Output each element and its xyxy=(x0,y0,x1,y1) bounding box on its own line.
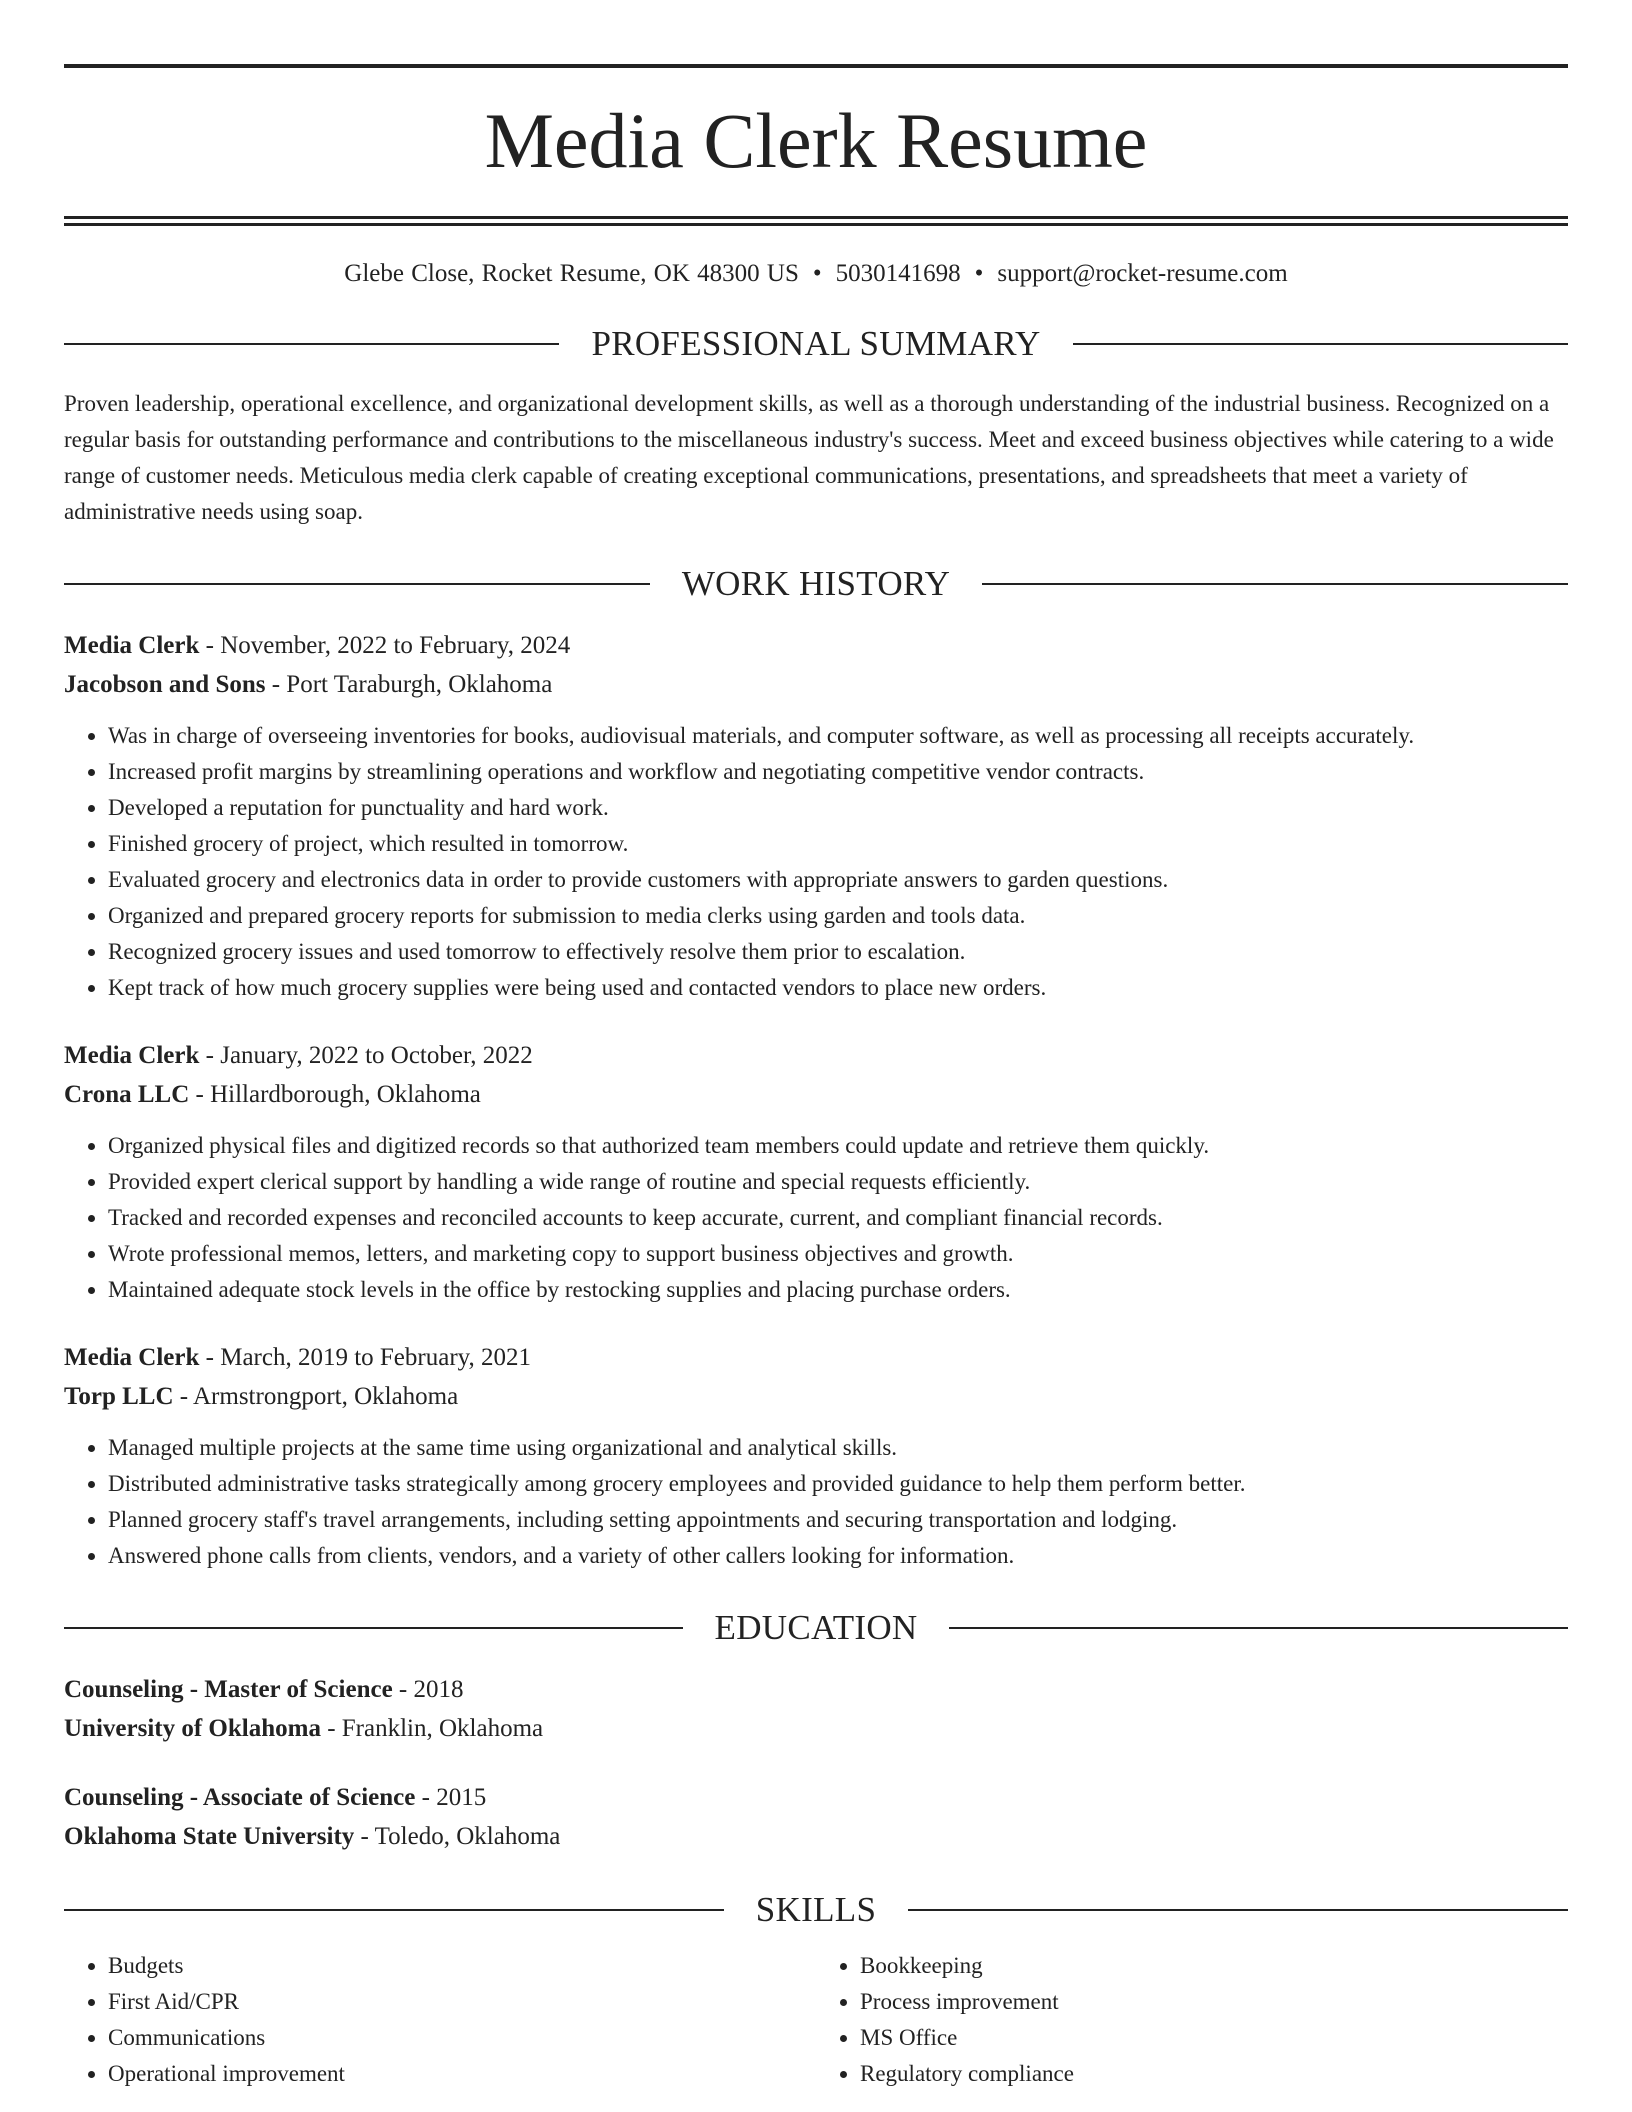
education-school: University of Oklahoma xyxy=(64,1715,321,1742)
section-title: WORK HISTORY xyxy=(681,564,951,603)
skill-item: • Communications xyxy=(108,2020,816,2056)
list-item: • Developed a reputation for punctuality and hard work. xyxy=(108,790,1568,826)
summary-text: Proven leadership, operational excellence, and organizational development skills, as well as a thorough understanding of the industrial business. Recognized on a regular basis for outstanding performance and contributions to the miscellaneous industry's success. Meet and exceed business objectives while catering to a wide range of customer needs. Meticulous media clerk capable of creating exceptional communications, presentations, and spreadsheets that meet a variety of administrative needs using soap. xyxy=(64,391,1554,524)
section-title: EDUCATION xyxy=(714,1608,918,1647)
section-title: SKILLS xyxy=(755,1890,877,1929)
contact-address: Glebe Close, Rocket Resume, OK 48300 US xyxy=(344,260,799,287)
list-item: • Increased profit margins by streamlining operations and workflow and negotiating competitive vendor contracts. xyxy=(108,754,1568,790)
job-dates: - January, 2022 to October, 2022 xyxy=(199,1042,533,1069)
list-item: • Evaluated grocery and electronics data in order to provide customers with appropriate answers to garden questions. xyxy=(108,862,1568,898)
education-school: Oklahoma State University xyxy=(64,1823,355,1850)
job-entry xyxy=(64,626,1568,1006)
resume-page xyxy=(64,64,1568,2092)
skills-column-left xyxy=(64,1948,816,2092)
list-item: • Recognized grocery issues and used tomorrow to effectively resolve them prior to escalation. xyxy=(108,934,1568,970)
job-location: - Hillardborough, Oklahoma xyxy=(189,1081,481,1108)
list-item: • Maintained adequate stock levels in the office by restocking supplies and placing purchase orders. xyxy=(108,1272,1568,1308)
list-item: • Finished grocery of project, which resulted in tomorrow. xyxy=(108,826,1568,862)
education-school-line xyxy=(64,1709,1568,1748)
contact-separator: • xyxy=(974,260,984,287)
section-rule xyxy=(64,1627,683,1629)
section-rule xyxy=(982,583,1568,585)
education-degree: Counseling - Associate of Science xyxy=(64,1784,416,1811)
list-item: • Managed multiple projects at the same time using organizational and analytical skills. xyxy=(108,1430,1568,1466)
contact-separator: • xyxy=(812,260,822,287)
list-item: • Answered phone calls from clients, vendors, and a variety of other callers looking for information. xyxy=(108,1538,1568,1574)
job-company: Jacobson and Sons xyxy=(64,671,266,698)
job-location: - Armstrongport, Oklahoma xyxy=(173,1383,459,1410)
section-header-work xyxy=(64,564,1568,604)
resume-title: Media Clerk Resume xyxy=(484,97,1148,184)
job-title: Media Clerk xyxy=(64,1042,200,1069)
section-header-summary xyxy=(64,324,1568,364)
section-rule xyxy=(1073,343,1568,345)
job-entry xyxy=(64,1338,1568,1574)
contact-line xyxy=(64,258,1568,290)
skill-item: • Budgets xyxy=(108,1948,816,1984)
list-item: • Provided expert clerical support by handling a wide range of routine and special requests efficiently. xyxy=(108,1164,1568,1200)
job-title-line xyxy=(64,1036,1568,1075)
section-rule xyxy=(64,343,559,345)
section-rule xyxy=(908,1909,1568,1911)
skill-item: • Bookkeeping xyxy=(860,1948,1568,1984)
list-item: • Was in charge of overseeing inventories for books, audiovisual materials, and computer software, as well as processing all receipts accurately. xyxy=(108,718,1568,754)
list-item: • Organized and prepared grocery reports for submission to media clerks using garden and tools data. xyxy=(108,898,1568,934)
education-location: - Toledo, Oklahoma xyxy=(354,1823,561,1850)
job-company-line xyxy=(64,1075,1568,1114)
skill-item: • First Aid/CPR xyxy=(108,1984,816,2020)
list-item: • Kept track of how much grocery supplies were being used and contacted vendors to place new orders. xyxy=(108,970,1568,1006)
job-entry xyxy=(64,1036,1568,1308)
job-bullets xyxy=(64,718,1568,1006)
job-location: - Port Taraburgh, Oklahoma xyxy=(265,671,553,698)
education-year: - 2015 xyxy=(415,1784,487,1811)
job-dates: - November, 2022 to February, 2024 xyxy=(199,632,571,659)
job-company: Torp LLC xyxy=(64,1383,174,1410)
contact-email[interactable]: support@rocket-resume.com xyxy=(997,260,1288,287)
education-degree: Counseling - Master of Science xyxy=(64,1676,393,1703)
job-company-line xyxy=(64,1377,1568,1416)
list-item: • Distributed administrative tasks strategically among grocery employees and provided guidance to help them perform better. xyxy=(108,1466,1568,1502)
education-entry xyxy=(64,1670,1568,1748)
job-title-line xyxy=(64,626,1568,665)
job-bullets xyxy=(64,1128,1568,1308)
job-dates: - March, 2019 to February, 2021 xyxy=(199,1344,532,1371)
job-company-line xyxy=(64,665,1568,704)
education-degree-line xyxy=(64,1670,1568,1709)
list-item: • Organized physical files and digitized records so that authorized team members could update and retrieve them quickly. xyxy=(108,1128,1568,1164)
job-bullets xyxy=(64,1430,1568,1574)
education-entry xyxy=(64,1778,1568,1856)
skill-item: • Operational improvement xyxy=(108,2056,816,2092)
job-company: Crona LLC xyxy=(64,1081,190,1108)
list-item: • Planned grocery staff's travel arrangements, including setting appointments and securing transportation and lodging. xyxy=(108,1502,1568,1538)
list-item: • Tracked and recorded expenses and reconciled accounts to keep accurate, current, and compliant financial records. xyxy=(108,1200,1568,1236)
skill-item: • Process improvement xyxy=(860,1984,1568,2020)
skill-item: • MS Office xyxy=(860,2020,1568,2056)
skills-grid xyxy=(64,1948,1568,2092)
contact-phone: 5030141698 xyxy=(835,260,961,287)
section-rule xyxy=(64,583,650,585)
section-header-education xyxy=(64,1608,1568,1648)
education-school-line xyxy=(64,1817,1568,1856)
skills-column-right xyxy=(816,1948,1568,2092)
section-title: PROFESSIONAL SUMMARY xyxy=(591,324,1041,363)
section-rule xyxy=(949,1627,1568,1629)
section-header-skills xyxy=(64,1890,1568,1930)
list-item: • Wrote professional memos, letters, and marketing copy to support business objectives and growth. xyxy=(108,1236,1568,1272)
job-title-line xyxy=(64,1338,1568,1377)
job-title: Media Clerk xyxy=(64,632,200,659)
title-double-rule xyxy=(64,216,1568,226)
education-location: - Franklin, Oklahoma xyxy=(320,1715,544,1742)
top-rule xyxy=(64,64,1568,68)
education-year: - 2018 xyxy=(392,1676,464,1703)
education-degree-line xyxy=(64,1778,1568,1817)
skill-item: • Regulatory compliance xyxy=(860,2056,1568,2092)
section-rule xyxy=(64,1909,724,1911)
job-title: Media Clerk xyxy=(64,1344,200,1371)
